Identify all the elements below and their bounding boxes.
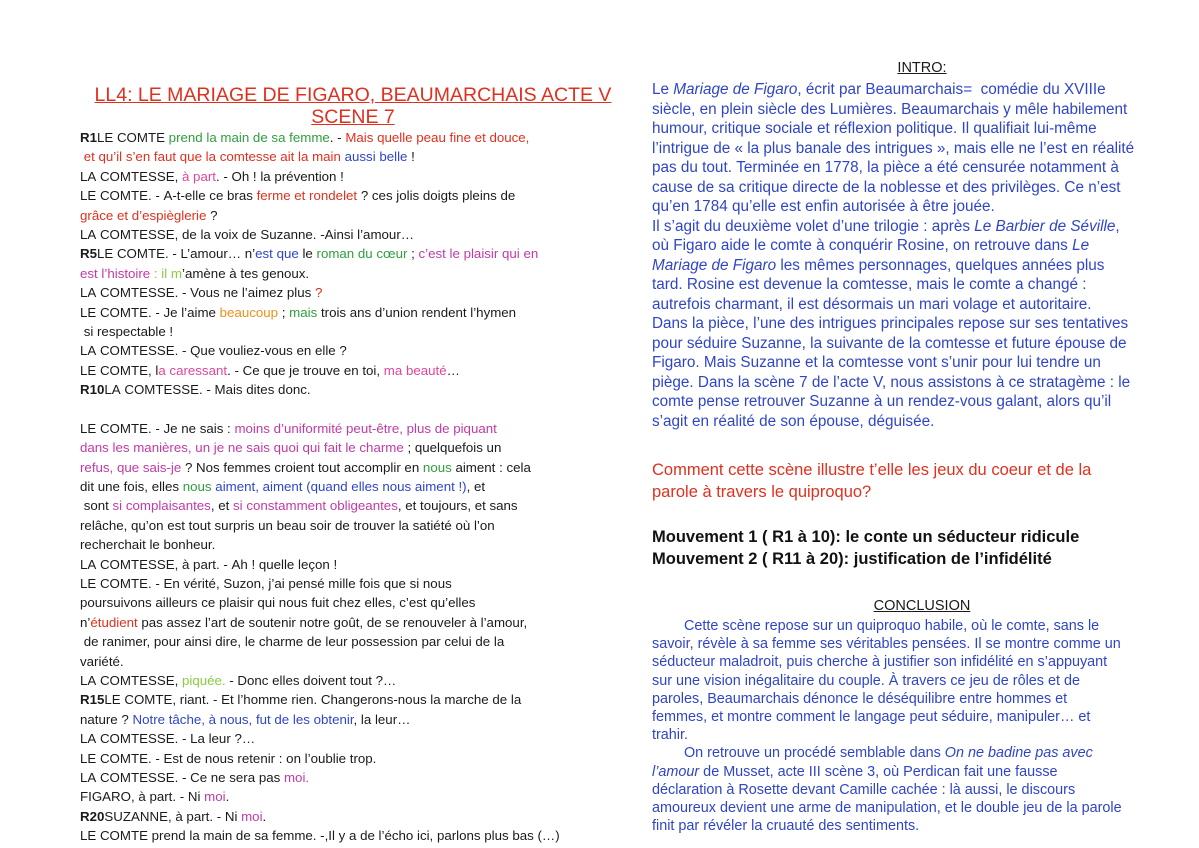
text-segment: s’agit en réalité de son épouse, déguisée. <box>652 412 935 430</box>
text-segment: l’amour <box>652 763 700 780</box>
text-segment: séducteur maladroit, puis cherche à justifier son infidélité en s’appuyant <box>652 654 1108 671</box>
text-segment: tard. Rosine est devenue la comtesse, mais le comte a changé : <box>652 276 1087 293</box>
intro-line <box>652 217 1192 237</box>
script-line <box>80 729 626 748</box>
text-segment: LA COMTESSE, de la voix de Suzanne. -Ainsi l’amour… <box>80 226 415 242</box>
intro-line <box>652 80 1192 100</box>
text-segment: Cette scène repose sur un quiproquo habile, où le comte, sans le <box>652 618 1100 634</box>
text-segment: , la leur… <box>353 711 411 727</box>
text-segment: . - Ce que je trouve en toi, <box>227 362 384 378</box>
problematic-question <box>652 459 1192 503</box>
script-line <box>80 574 626 593</box>
text-segment: étudient <box>90 614 138 630</box>
text-segment: aiment, aiment (quand elles nous aiment !) <box>215 479 467 495</box>
text-segment: Il s’agit du deuxième volet d’une trilogie : après <box>652 217 975 235</box>
text-segment: R20 <box>80 808 105 824</box>
text-segment: LE COMTE. - L’amour… n’ <box>97 246 256 262</box>
title-line-2: SCENE 7 <box>311 106 395 128</box>
text-segment: Mariage de Figaro <box>673 81 798 98</box>
text-segment: … <box>446 362 460 378</box>
text-segment: FIGARO, à part. - Ni <box>80 789 205 805</box>
text-segment: On ne badine pas avec <box>944 745 1093 762</box>
text-segment: autrefois charmant, il est désormais un mari volage et autoritaire. <box>652 295 1092 313</box>
text-segment: ; quelquefois un <box>403 440 502 456</box>
text-segment: , écrit par Beaumarchais= comédie du XVIIIe <box>797 81 1106 98</box>
text-segment: LE COMTE. - En vérité, Suzon, j’ai pensé mille fois que si nous <box>80 575 452 591</box>
text-segment: . - <box>329 130 346 145</box>
text-segment: ; <box>407 246 419 262</box>
intro-line <box>652 197 1192 217</box>
conclusion-line <box>652 672 1192 690</box>
text-segment: SUZANNE, à part. - Ni <box>104 808 242 824</box>
intro-line <box>652 100 1192 120</box>
script-line <box>80 671 626 690</box>
text-segment: nous <box>422 459 452 475</box>
text-segment: R15 <box>80 692 105 708</box>
text-segment: de Musset, acte III scène 3, où Perdican fait une fausse <box>699 763 1058 780</box>
intro-line <box>652 275 1192 295</box>
text-segment: LE COMTE. - Je ne sais : <box>80 420 235 436</box>
text-segment: refus, que sais-je <box>80 459 182 475</box>
text-segment: à part <box>181 168 216 184</box>
script-line <box>80 419 626 438</box>
script-line <box>80 186 626 205</box>
script-line <box>80 749 626 768</box>
text-segment: LE COMTE prend la main de sa femme. -,Il y a de l’écho ici, parlons plus bas (…) <box>80 828 560 844</box>
text-segment: déclaration à Rosette devant Camille cachée : là aussi, le discours <box>652 781 1076 798</box>
text-segment: pas du tout. Terminée en 1778, la pièce a été censurée notamment à <box>652 159 1119 176</box>
text-segment: LA COMTESSE. - Mais dites donc. <box>104 382 311 398</box>
text-segment: où Figaro aide le comte à conquérir Rosine, on retrouve dans <box>652 237 1073 254</box>
text-segment: Dans la pièce, l’une des intrigues principales repose sur ses tentatives <box>652 315 1129 332</box>
text-segment: ; <box>278 304 290 320</box>
text-segment: si respectable ! <box>80 323 174 339</box>
intro-line <box>652 373 1192 393</box>
conclusion-line <box>652 635 1192 653</box>
text-segment: femmes, et montre comment le langage peut séduire, manipuler… et <box>652 708 1091 725</box>
conclusion-line <box>652 690 1192 708</box>
text-segment: savoir, révèle à sa femme ses véritables pensées. Il se montre comme un <box>652 636 1121 653</box>
text-segment: LA COMTESSE. - Vous ne l’aimez plus <box>80 285 316 301</box>
text-segment: Mais quelle peau fine et douce, <box>345 130 530 145</box>
script-line <box>80 361 626 380</box>
text-segment: moi <box>204 789 226 805</box>
text-segment: humour, critique sociale et réflexion politique. Il qualifiait lui-même <box>652 120 1097 137</box>
intro-paragraph <box>652 80 1192 431</box>
text-segment: de ranimer, pour ainsi dire, le charme de leur possession par celui de la <box>80 634 505 650</box>
text-segment: le <box>298 246 317 262</box>
movements-outline <box>652 526 1192 570</box>
text-segment: variété. <box>80 653 124 669</box>
script-line <box>80 399 626 418</box>
text-segment: LA COMTESSE. - Que vouliez-vous en elle ? <box>80 343 347 359</box>
text-segment: relâche, qu’on est tout surpris un beau soir de trouver la satiété où l’on <box>80 517 495 533</box>
script-line <box>80 807 626 826</box>
conclusion-line <box>652 817 1192 835</box>
question-line-2: parole à travers le quiproquo? <box>652 483 872 501</box>
text-segment: . <box>262 808 267 824</box>
script-line <box>80 593 626 612</box>
script-line <box>80 710 626 729</box>
text-segment: grâce et d’espièglerie <box>80 207 207 223</box>
text-segment: Mariage de Figaro <box>652 256 777 274</box>
script-line <box>80 244 626 263</box>
text-segment: ? <box>206 207 218 223</box>
text-segment: R5 <box>80 246 97 262</box>
conclusion-line <box>652 708 1192 726</box>
text-segment: R1 <box>80 130 97 145</box>
play-excerpt <box>80 128 626 845</box>
text-segment: LA COMTESSE, <box>80 168 182 184</box>
text-segment: l’intrigue de « la plus banale des intrigues », mais elle ne l’est en réalité <box>652 139 1135 157</box>
text-segment: comte pense retrouver Suzanne à un rendez-vous galant, alors qu’il <box>652 393 1112 410</box>
text-segment: a caressant <box>158 362 228 378</box>
text-segment: LE COMTE, l <box>80 362 159 378</box>
text-segment: siècle, en plein siècle des Lumières. Beaumarchais y mêle habilement <box>652 100 1128 118</box>
movement-1: Mouvement 1 ( R1 à 10): le conte un séducteur ridicule <box>652 528 1080 546</box>
intro-line <box>652 236 1192 256</box>
text-segment: c’est le plaisir qui en <box>418 246 539 262</box>
intro-heading: INTRO: <box>897 60 947 76</box>
text-segment: mais <box>289 304 318 320</box>
text-segment: Le <box>652 81 674 98</box>
script-line <box>80 535 626 554</box>
script-line <box>80 768 626 787</box>
text-segment: ? <box>315 285 323 301</box>
conclusion-line <box>652 726 1192 744</box>
text-segment: moi. <box>283 769 310 785</box>
text-segment: aiment : cela <box>451 459 531 475</box>
intro-line <box>652 158 1192 178</box>
text-segment: ! <box>407 149 415 165</box>
intro-line <box>652 119 1192 139</box>
text-segment: Figaro. Mais Suzanne et la comtesse vont s’unir pour lui tendre un <box>652 354 1101 371</box>
intro-line <box>652 353 1192 373</box>
question-line-1: Comment cette scène illustre t’elle les jeux du coeur et de la <box>652 461 1092 479</box>
conclusion-line <box>652 653 1192 671</box>
text-segment: roman du cœur <box>316 246 408 262</box>
intro-line <box>652 314 1192 334</box>
conclusion-line <box>652 763 1192 781</box>
text-segment: finit par révéler la cruauté des sentiments. <box>652 818 920 835</box>
text-segment: trois ans d’union rendent l’hymen <box>317 304 517 320</box>
text-segment: , et <box>210 498 234 514</box>
text-segment: moins d’uniformité peut-être, plus de piquant <box>234 420 497 436</box>
text-segment: pas assez l’art de soutenir notre goût, de se renouveler à l’amour, <box>137 614 528 630</box>
text-segment: moi <box>241 808 263 824</box>
script-line <box>80 380 626 399</box>
text-segment: . <box>225 789 230 805</box>
text-segment: piquée. <box>181 672 226 688</box>
text-segment: est l’histoire <box>80 265 151 281</box>
script-line <box>80 167 626 186</box>
script-line <box>80 632 626 651</box>
text-segment: est que <box>255 246 299 262</box>
text-segment: dans les manières, un je ne sais quoi qui fait le charme <box>80 440 404 456</box>
text-segment: ? Nos femmes croient tout accomplir en <box>181 459 423 475</box>
script-line <box>80 555 626 574</box>
text-segment: , et toujours, et sans <box>397 498 518 514</box>
script-line <box>80 826 626 845</box>
text-segment: nous <box>182 479 212 495</box>
text-segment: LA COMTESSE, à part. - Ah ! quelle leçon ! <box>80 556 338 572</box>
script-line <box>80 438 626 457</box>
script-line <box>80 690 626 709</box>
conclusion-line <box>652 744 1192 762</box>
text-segment: paroles, Beaumarchais dénonce le déséquilibre entre hommes et <box>652 690 1068 707</box>
text-segment: , <box>1115 217 1120 235</box>
text-segment: aussi belle <box>344 149 408 165</box>
text-segment: prend la main de sa femme <box>168 130 330 145</box>
text-segment: poursuivons ailleurs ce plaisir qui nous fuit chez elles, c’est qu’elles <box>80 595 476 611</box>
text-segment: ’amène à tes genoux. <box>181 265 310 281</box>
intro-line <box>652 256 1192 276</box>
text-segment: LE COMTE. - A-t-elle ce bras <box>80 188 257 204</box>
text-segment: - Donc elles doivent tout ?… <box>225 672 397 688</box>
conclusion-line <box>652 617 1192 635</box>
text-segment: : il m <box>150 265 182 281</box>
text-segment: cause de sa critique directe de la noblesse et des privilèges. Ce n’est <box>652 178 1121 196</box>
text-segment: LE COMTE <box>97 130 169 145</box>
text-segment: beaucoup <box>219 304 279 320</box>
text-segment: LA COMTESSE. - La leur ?… <box>80 731 256 747</box>
conclusion-paragraph <box>652 617 1192 835</box>
script-line <box>80 496 626 515</box>
text-segment: sont <box>80 498 113 514</box>
text-segment: LE COMTE. - Je l’aime <box>80 304 220 320</box>
script-line <box>80 613 626 632</box>
text-segment: n’ <box>80 614 91 630</box>
script-line <box>80 225 626 244</box>
text-segment: nature ? <box>80 711 133 727</box>
text-segment: ma beauté <box>383 362 447 378</box>
text-segment: . - Oh ! la prévention ! <box>215 168 344 184</box>
movement-2: Mouvement 2 ( R11 à 20): justification de l’infidélité <box>652 550 1052 568</box>
script-line <box>80 283 626 302</box>
text-segment: Notre tâche, à nous, fut de les obtenir <box>132 711 354 727</box>
text-segment: dit une fois, elles <box>80 479 183 495</box>
text-segment: ferme et rondelet <box>256 188 358 204</box>
text-segment: LA COMTESSE. - Ce ne sera pas <box>80 769 284 785</box>
script-line <box>80 147 626 166</box>
text-segment: LE COMTE. - Est de nous retenir : on l’oublie trop. <box>80 750 377 766</box>
text-segment: On retrouve un procédé semblable dans <box>652 745 945 762</box>
script-line <box>80 341 626 360</box>
conclusion-line <box>652 781 1192 799</box>
script-line <box>80 303 626 322</box>
text-segment: Le Barbier de Séville <box>974 217 1116 235</box>
text-segment: trahir. <box>652 727 688 744</box>
text-segment: et qu’il s’en faut que la comtesse ait la main <box>80 149 345 165</box>
script-line <box>80 128 626 147</box>
script-line <box>80 516 626 535</box>
text-segment: pour séduire Suzanne, la suivante de la comtesse et future épouse de <box>652 334 1127 352</box>
script-line <box>80 787 626 806</box>
intro-line <box>652 412 1192 432</box>
script-line <box>80 322 626 341</box>
intro-line <box>652 139 1192 159</box>
text-segment: R10 <box>80 382 105 398</box>
text-segment: ? ces jolis doigts pleins de <box>357 188 516 204</box>
conclusion-heading: CONCLUSION <box>873 598 971 614</box>
text-segment: recherchait le bonheur. <box>80 537 216 553</box>
script-line <box>80 652 626 671</box>
script-line <box>80 264 626 283</box>
text-segment: sur une vision inégalitaire du couple. À travers ce jeu de rôles et de <box>652 672 1080 689</box>
conclusion-line <box>652 799 1192 817</box>
document-title <box>80 84 626 128</box>
title-line-1: LL4: LE MARIAGE DE FIGARO, BEAUMARCHAIS ACTE V <box>94 84 612 106</box>
text-segment: LA COMTESSE, <box>80 672 182 688</box>
text-segment: si complaisantes <box>112 498 211 514</box>
text-segment: si constamment obligeantes <box>233 498 398 514</box>
intro-line <box>652 178 1192 198</box>
intro-line <box>652 392 1192 412</box>
script-line <box>80 206 626 225</box>
text-segment: piège. Dans la scène 7 de l’acte V, nous assistons à ce stratagème : le <box>652 373 1131 391</box>
text-segment: amoureux devient une arme de manipulation, et le double jeu de la parole <box>652 799 1122 816</box>
text-segment: LE COMTE, riant. - Et l’homme rien. Changerons-nous la marche de la <box>104 692 522 708</box>
text-segment: les mêmes personnages, quelques années plus <box>776 256 1105 274</box>
script-line <box>80 458 626 477</box>
text-segment: Le <box>1072 237 1090 254</box>
text-segment: , et <box>466 479 486 495</box>
intro-line <box>652 334 1192 354</box>
intro-line <box>652 295 1192 315</box>
script-line <box>80 477 626 496</box>
text-segment: qu’en 1784 qu’elle est enfin autorisée à être jouée. <box>652 198 995 215</box>
